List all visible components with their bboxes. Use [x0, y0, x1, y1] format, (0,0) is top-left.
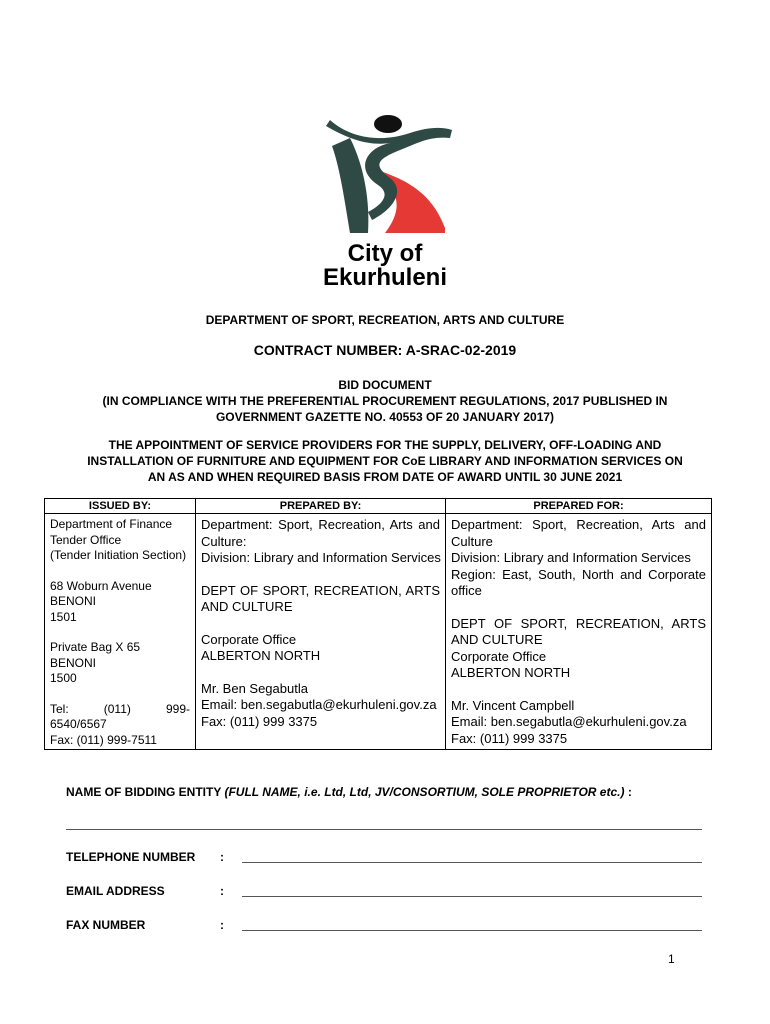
prepared-for-body — [446, 514, 711, 747]
cell-line: Tel: (011) 999- — [50, 701, 190, 716]
bidding-entity-input-line[interactable] — [66, 829, 702, 830]
cell-spacer — [50, 564, 190, 579]
cell-line: 1500 — [50, 671, 77, 685]
cell-line: Tender Office — [50, 532, 122, 547]
appointment-line-3: AN AS AND WHEN REQUIRED BASIS FROM DATE OF AWARD UNTIL 30 JUNE 2021 — [147, 470, 623, 484]
cell-line: Fax: (011) 999 3375 — [451, 730, 568, 746]
fax-colon: : — [220, 918, 224, 932]
issued-by-column — [45, 499, 196, 749]
bidding-entity-colon: : — [624, 785, 632, 799]
cell-line: DEPT OF SPORT, RECREATION, ARTS — [201, 582, 440, 598]
logo-text-ekurhuleni: Ekurhuleni — [322, 264, 448, 291]
bidding-entity-note: (FULL NAME, i.e. Ltd, Ltd, JV/CONSORTIUM, SOLE PROPRIETOR etc.) — [224, 785, 625, 799]
cell-line: Region: East, South, North and Corporate — [451, 566, 706, 582]
cell-line: Department: Sport, Recreation, Arts and — [451, 517, 706, 532]
prepared-for-column — [446, 499, 711, 749]
bidding-entity-label-text: NAME OF BIDDING ENTITY — [66, 785, 225, 799]
fax-label: FAX NUMBER — [66, 918, 146, 932]
appointment-line-1: THE APPOINTMENT OF SERVICE PROVIDERS FOR THE SUPPLY, DELIVERY, OFF-LOADING AND — [108, 438, 662, 452]
issued-by-body — [45, 514, 195, 748]
cell-spacer — [201, 665, 440, 681]
department-title: DEPARTMENT OF SPORT, RECREATION, ARTS AND CULTURE — [205, 313, 565, 327]
email-colon: : — [220, 884, 224, 898]
fax-input-line[interactable] — [242, 930, 702, 931]
cell-line: Fax: (011) 999 3375 — [201, 713, 318, 729]
cell-line: AND CULTURE — [451, 632, 543, 647]
cell-line: Department of Finance — [50, 517, 173, 531]
cell-spacer — [50, 687, 190, 702]
email-input-line[interactable] — [242, 896, 702, 897]
cell-spacer — [50, 625, 190, 640]
city-of-ekurhuleni-logo — [300, 108, 470, 298]
cell-spacer — [451, 682, 706, 698]
ekurhuleni-emblem-icon — [310, 108, 460, 238]
contract-number: CONTRACT NUMBER: A-SRAC-02-2019 — [253, 342, 517, 358]
cell-spacer — [201, 567, 440, 583]
cell-line: Department: Sport, Recreation, Arts and — [201, 517, 440, 532]
prepared-by-heading: PREPARED BY: — [196, 499, 445, 514]
cell-line: 1501 — [50, 609, 77, 624]
bid-document-heading — [60, 377, 710, 425]
cell-spacer — [451, 600, 706, 616]
cell-line: ALBERTON NORTH — [201, 648, 321, 663]
cell-line: BENONI — [50, 594, 97, 608]
cell-line: Fax: (011) 999-7511 — [50, 732, 157, 747]
cell-line: DEPT OF SPORT, RECREATION, ARTS — [451, 615, 706, 631]
cell-line: AND CULTURE — [201, 599, 293, 614]
logo-text-city-of: City of — [347, 240, 423, 267]
cell-line: 6540/6567 — [50, 717, 107, 731]
cell-line: Email: ben.segabutla@ekurhuleni.gov.za — [201, 697, 437, 712]
cell-line: Mr. Ben Segabutla — [201, 680, 308, 696]
cell-line: 68 Woburn Avenue — [50, 578, 152, 593]
prepared-by-body — [196, 514, 445, 730]
cell-line: Culture — [451, 533, 493, 549]
cell-line: ALBERTON NORTH — [451, 665, 571, 680]
bidding-entity-label — [66, 784, 632, 800]
telephone-input-line[interactable] — [242, 862, 702, 863]
cell-line: Corporate Office — [201, 631, 297, 647]
cell-line: Division: Library and Information Services — [451, 550, 691, 565]
telephone-colon: : — [220, 850, 224, 864]
cell-line: Division: Library and Information Services — [201, 550, 441, 565]
cell-line: office — [451, 583, 482, 598]
prepared-by-column — [196, 499, 446, 749]
cell-line: BENONI — [50, 655, 97, 670]
cell-line: Private Bag X 65 — [50, 640, 141, 654]
compliance-line-1: (IN COMPLIANCE WITH THE PREFERENTIAL PROCUREMENT REGULATIONS, 2017 PUBLISHED IN — [102, 394, 668, 408]
cell-spacer — [201, 616, 440, 632]
prepared-for-heading: PREPARED FOR: — [446, 499, 711, 514]
page-number: 1 — [668, 952, 675, 966]
cell-line: Corporate Office — [451, 648, 547, 664]
issuer-table — [44, 498, 712, 750]
telephone-label: TELEPHONE NUMBER — [66, 850, 196, 864]
appointment-description — [60, 437, 710, 485]
issued-by-heading: ISSUED BY: — [45, 499, 195, 514]
bid-document-title: BID DOCUMENT — [338, 378, 432, 392]
appointment-line-2: INSTALLATION OF FURNITURE AND EQUIPMENT FOR CoE LIBRARY AND INFORMATION SERVICES ON — [87, 454, 683, 468]
compliance-line-2: GOVERNMENT GAZETTE NO. 40553 OF 20 JANUARY 2017) — [215, 410, 555, 424]
cell-line: Mr. Vincent Campbell — [451, 697, 575, 713]
email-label: EMAIL ADDRESS — [66, 884, 165, 898]
cell-line: (Tender Initiation Section) — [50, 548, 187, 562]
cell-line: Email: ben.segabutla@ekurhuleni.gov.za — [451, 714, 687, 729]
cell-line: Culture: — [201, 533, 247, 549]
